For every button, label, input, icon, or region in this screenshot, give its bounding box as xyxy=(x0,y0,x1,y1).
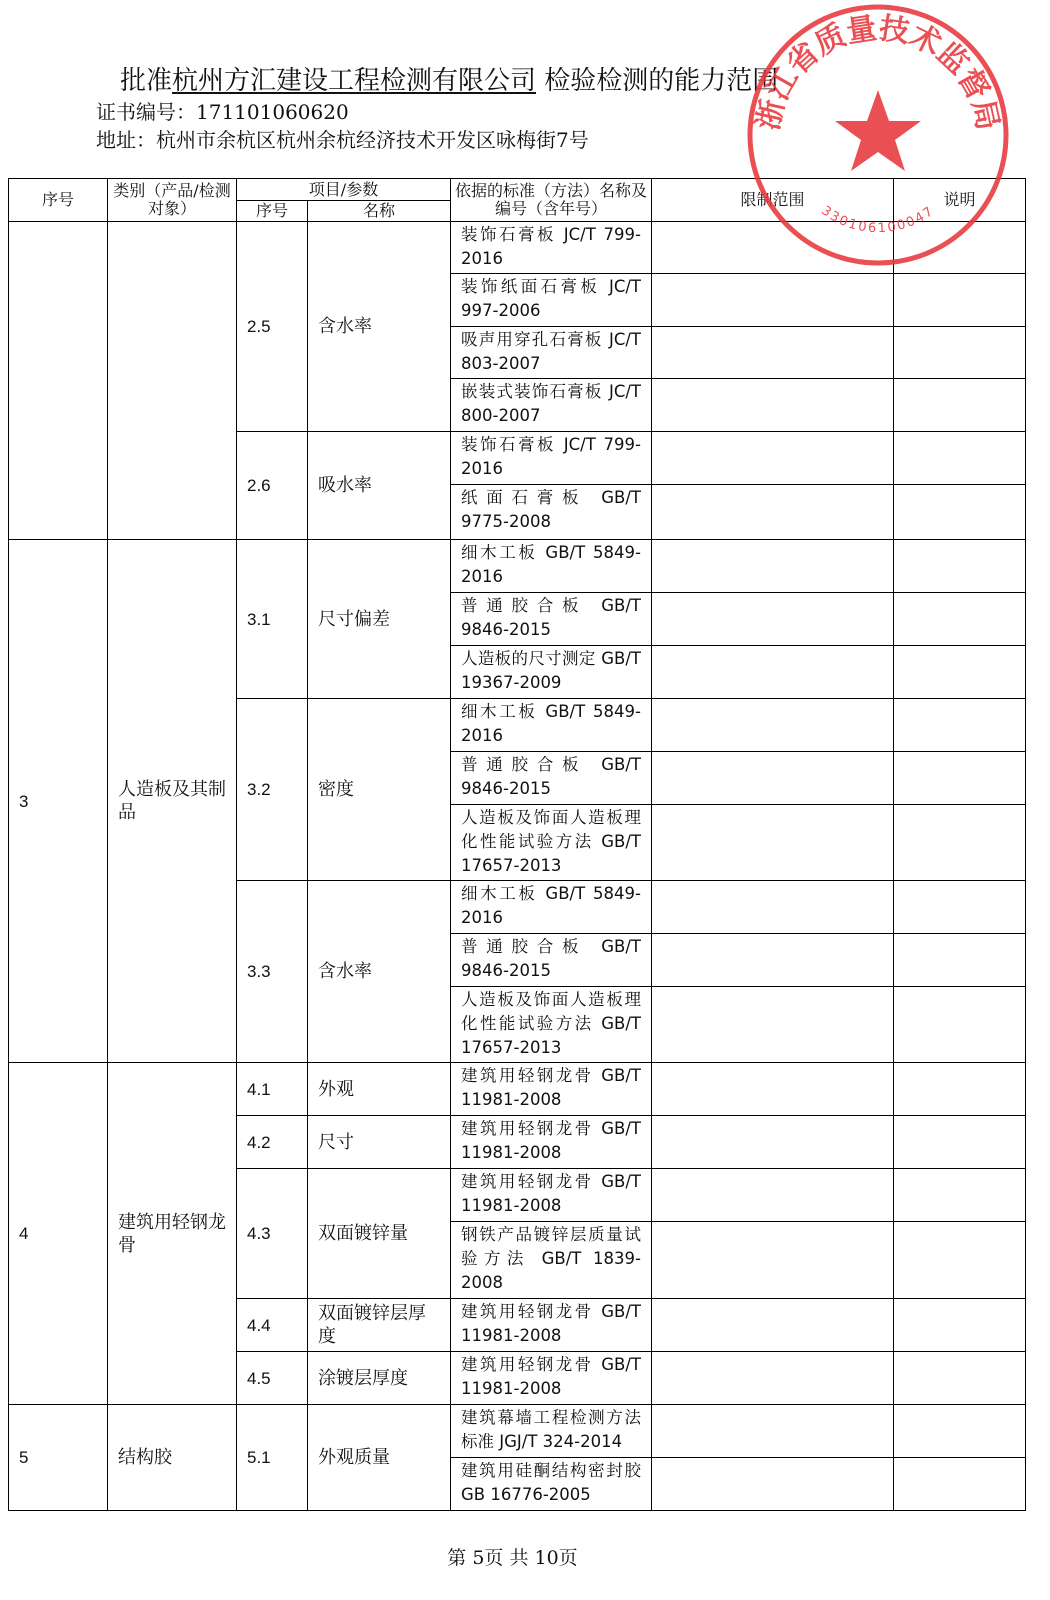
item-name-cell: 吸水率 xyxy=(308,432,451,540)
standard-cell: 普通胶合板 GB/T 9846-2015 xyxy=(451,593,652,646)
standard-cell: 细木工板 GB/T 5849-2016 xyxy=(451,540,652,593)
certificate-label: 证书编号： xyxy=(96,100,196,124)
note-cell xyxy=(894,379,1026,432)
note-cell xyxy=(894,1458,1026,1511)
address-value: 杭州市余杭区杭州余杭经济技术开发区咏梅街7号 xyxy=(156,128,589,152)
col-header-note: 说明 xyxy=(894,179,1026,222)
note-cell xyxy=(894,881,1026,934)
note-cell xyxy=(894,934,1026,987)
limit-cell xyxy=(652,699,894,752)
address-line xyxy=(96,124,589,153)
limit-cell xyxy=(652,485,894,540)
limit-cell xyxy=(652,805,894,881)
col-header-item-name: 名称 xyxy=(308,201,451,222)
note-cell xyxy=(894,593,1026,646)
note-cell xyxy=(894,1299,1026,1352)
star-icon xyxy=(835,90,921,171)
standard-cell: 钢铁产品镀锌层质量试验方法 GB/T 1839-2008 xyxy=(451,1222,652,1299)
limit-cell xyxy=(652,1169,894,1222)
item-name-cell: 双面镀锌量 xyxy=(308,1169,451,1299)
item-seq-cell: 3.3 xyxy=(237,881,308,1063)
limit-cell xyxy=(652,1299,894,1352)
item-seq-cell: 4.1 xyxy=(237,1063,308,1116)
limit-cell xyxy=(652,1352,894,1405)
seal-text-path: 浙江省质量技术监督局 xyxy=(750,10,1006,134)
title-organization: 杭州方汇建设工程检测有限公司 xyxy=(172,66,537,96)
group-category-cell xyxy=(108,222,237,540)
page-footer: 第 5页 共 10页 xyxy=(447,1547,578,1569)
item-name-cell: 含水率 xyxy=(308,222,451,432)
item-name-cell: 涂镀层厚度 xyxy=(308,1352,451,1405)
note-cell xyxy=(894,805,1026,881)
group-seq-cell: 3 xyxy=(9,540,108,1063)
item-name-cell: 尺寸偏差 xyxy=(308,540,451,699)
certificate-line xyxy=(96,96,349,125)
standard-cell: 普通胶合板 GB/T 9846-2015 xyxy=(451,934,652,987)
group-seq-cell: 5 xyxy=(9,1405,108,1511)
note-cell xyxy=(894,1352,1026,1405)
limit-cell xyxy=(652,540,894,593)
note-cell xyxy=(894,327,1026,379)
standard-cell: 建筑用轻钢龙骨 GB/T 11981-2008 xyxy=(451,1116,652,1169)
note-cell xyxy=(894,646,1026,699)
note-cell xyxy=(894,1063,1026,1116)
limit-cell xyxy=(652,1458,894,1511)
col-header-limit: 限制范围 xyxy=(652,179,894,222)
group-seq-cell: 4 xyxy=(9,1063,108,1405)
item-seq-cell: 3.1 xyxy=(237,540,308,699)
limit-cell xyxy=(652,274,894,327)
note-cell xyxy=(894,1222,1026,1299)
address-label: 地址： xyxy=(96,128,156,152)
limit-cell xyxy=(652,646,894,699)
standard-cell: 建筑用轻钢龙骨 GB/T 11981-2008 xyxy=(451,1169,652,1222)
standard-cell: 建筑用硅酮结构密封胶 GB 16776-2005 xyxy=(451,1458,652,1511)
note-cell xyxy=(894,752,1026,805)
col-header-item-seq: 序号 xyxy=(237,201,308,222)
note-cell xyxy=(894,987,1026,1063)
limit-cell xyxy=(652,934,894,987)
standard-cell: 装饰石膏板 JC/T 799-2016 xyxy=(451,222,652,274)
standard-cell: 建筑用轻钢龙骨 GB/T 11981-2008 xyxy=(451,1063,652,1116)
table-row xyxy=(9,1405,1026,1458)
note-cell xyxy=(894,485,1026,540)
item-seq-cell: 4.2 xyxy=(237,1116,308,1169)
item-name-cell: 尺寸 xyxy=(308,1116,451,1169)
item-seq-cell: 2.5 xyxy=(237,222,308,432)
capability-table xyxy=(8,178,1026,1511)
note-cell xyxy=(894,1405,1026,1458)
item-seq-cell: 3.2 xyxy=(237,699,308,881)
standard-cell: 人造板的尺寸测定 GB/T 19367-2009 xyxy=(451,646,652,699)
standard-cell: 普通胶合板 GB/T 9846-2015 xyxy=(451,752,652,805)
title-prefix: 批准 xyxy=(120,66,173,96)
standard-cell: 人造板及饰面人造板理化性能试验方法 GB/T 17657-2013 xyxy=(451,805,652,881)
limit-cell xyxy=(652,987,894,1063)
standard-cell: 建筑幕墙工程检测方法标准 JGJ/T 324-2014 xyxy=(451,1405,652,1458)
seal-code xyxy=(818,203,937,236)
item-name-cell: 双面镀锌层厚度 xyxy=(308,1299,451,1352)
group-category-cell: 结构胶 xyxy=(108,1405,237,1511)
standard-cell: 纸面石膏板 GB/T 9775-2008 xyxy=(451,485,652,540)
item-seq-cell: 5.1 xyxy=(237,1405,308,1511)
item-seq-cell: 4.5 xyxy=(237,1352,308,1405)
limit-cell xyxy=(652,327,894,379)
group-category-cell: 建筑用轻钢龙骨 xyxy=(108,1063,237,1405)
note-cell xyxy=(894,1169,1026,1222)
note-cell xyxy=(894,540,1026,593)
limit-cell xyxy=(652,752,894,805)
limit-cell xyxy=(652,432,894,485)
standard-cell: 嵌装式装饰石膏板 JC/T 800-2007 xyxy=(451,379,652,432)
group-seq-cell xyxy=(9,222,108,540)
item-name-cell: 含水率 xyxy=(308,881,451,1063)
standard-cell: 装饰纸面石膏板 JC/T 997-2006 xyxy=(451,274,652,327)
note-cell xyxy=(894,1116,1026,1169)
col-header-category: 类别（产品/检测对象） xyxy=(108,179,237,222)
document-title xyxy=(120,60,778,97)
col-header-seq: 序号 xyxy=(9,179,108,222)
certificate-number: 171101060620 xyxy=(196,100,349,124)
group-category-cell: 人造板及其制品 xyxy=(108,540,237,1063)
col-header-item-group: 项目/参数 xyxy=(237,179,451,201)
item-seq-cell: 4.3 xyxy=(237,1169,308,1299)
note-cell xyxy=(894,432,1026,485)
standard-cell: 人造板及饰面人造板理化性能试验方法 GB/T 17657-2013 xyxy=(451,987,652,1063)
standard-cell: 建筑用轻钢龙骨 GB/T 11981-2008 xyxy=(451,1299,652,1352)
limit-cell xyxy=(652,1405,894,1458)
table-row xyxy=(9,540,1026,593)
item-name-cell: 密度 xyxy=(308,699,451,881)
note-cell xyxy=(894,699,1026,752)
standard-cell: 细木工板 GB/T 5849-2016 xyxy=(451,699,652,752)
item-name-cell: 外观 xyxy=(308,1063,451,1116)
note-cell xyxy=(894,274,1026,327)
official-seal xyxy=(738,0,1018,275)
limit-cell xyxy=(652,881,894,934)
item-seq-cell: 4.4 xyxy=(237,1299,308,1352)
seal-code-path: 330106100047 xyxy=(818,203,938,237)
item-name-cell: 外观质量 xyxy=(308,1405,451,1511)
item-seq-cell: 2.6 xyxy=(237,432,308,540)
standard-cell: 装饰石膏板 JC/T 799-2016 xyxy=(451,432,652,485)
standard-cell: 吸声用穿孔石膏板 JC/T 803-2007 xyxy=(451,327,652,379)
limit-cell xyxy=(652,379,894,432)
limit-cell xyxy=(652,593,894,646)
standard-cell: 细木工板 GB/T 5849-2016 xyxy=(451,881,652,934)
standard-cell: 建筑用轻钢龙骨 GB/T 11981-2008 xyxy=(451,1352,652,1405)
limit-cell xyxy=(652,1116,894,1169)
col-header-standard: 依据的标准（方法）名称及编号（含年号） xyxy=(451,179,652,222)
limit-cell xyxy=(652,1063,894,1116)
title-suffix: 检验检测的能力范围 xyxy=(544,66,779,96)
limit-cell xyxy=(652,1222,894,1299)
table-row xyxy=(9,1063,1026,1116)
